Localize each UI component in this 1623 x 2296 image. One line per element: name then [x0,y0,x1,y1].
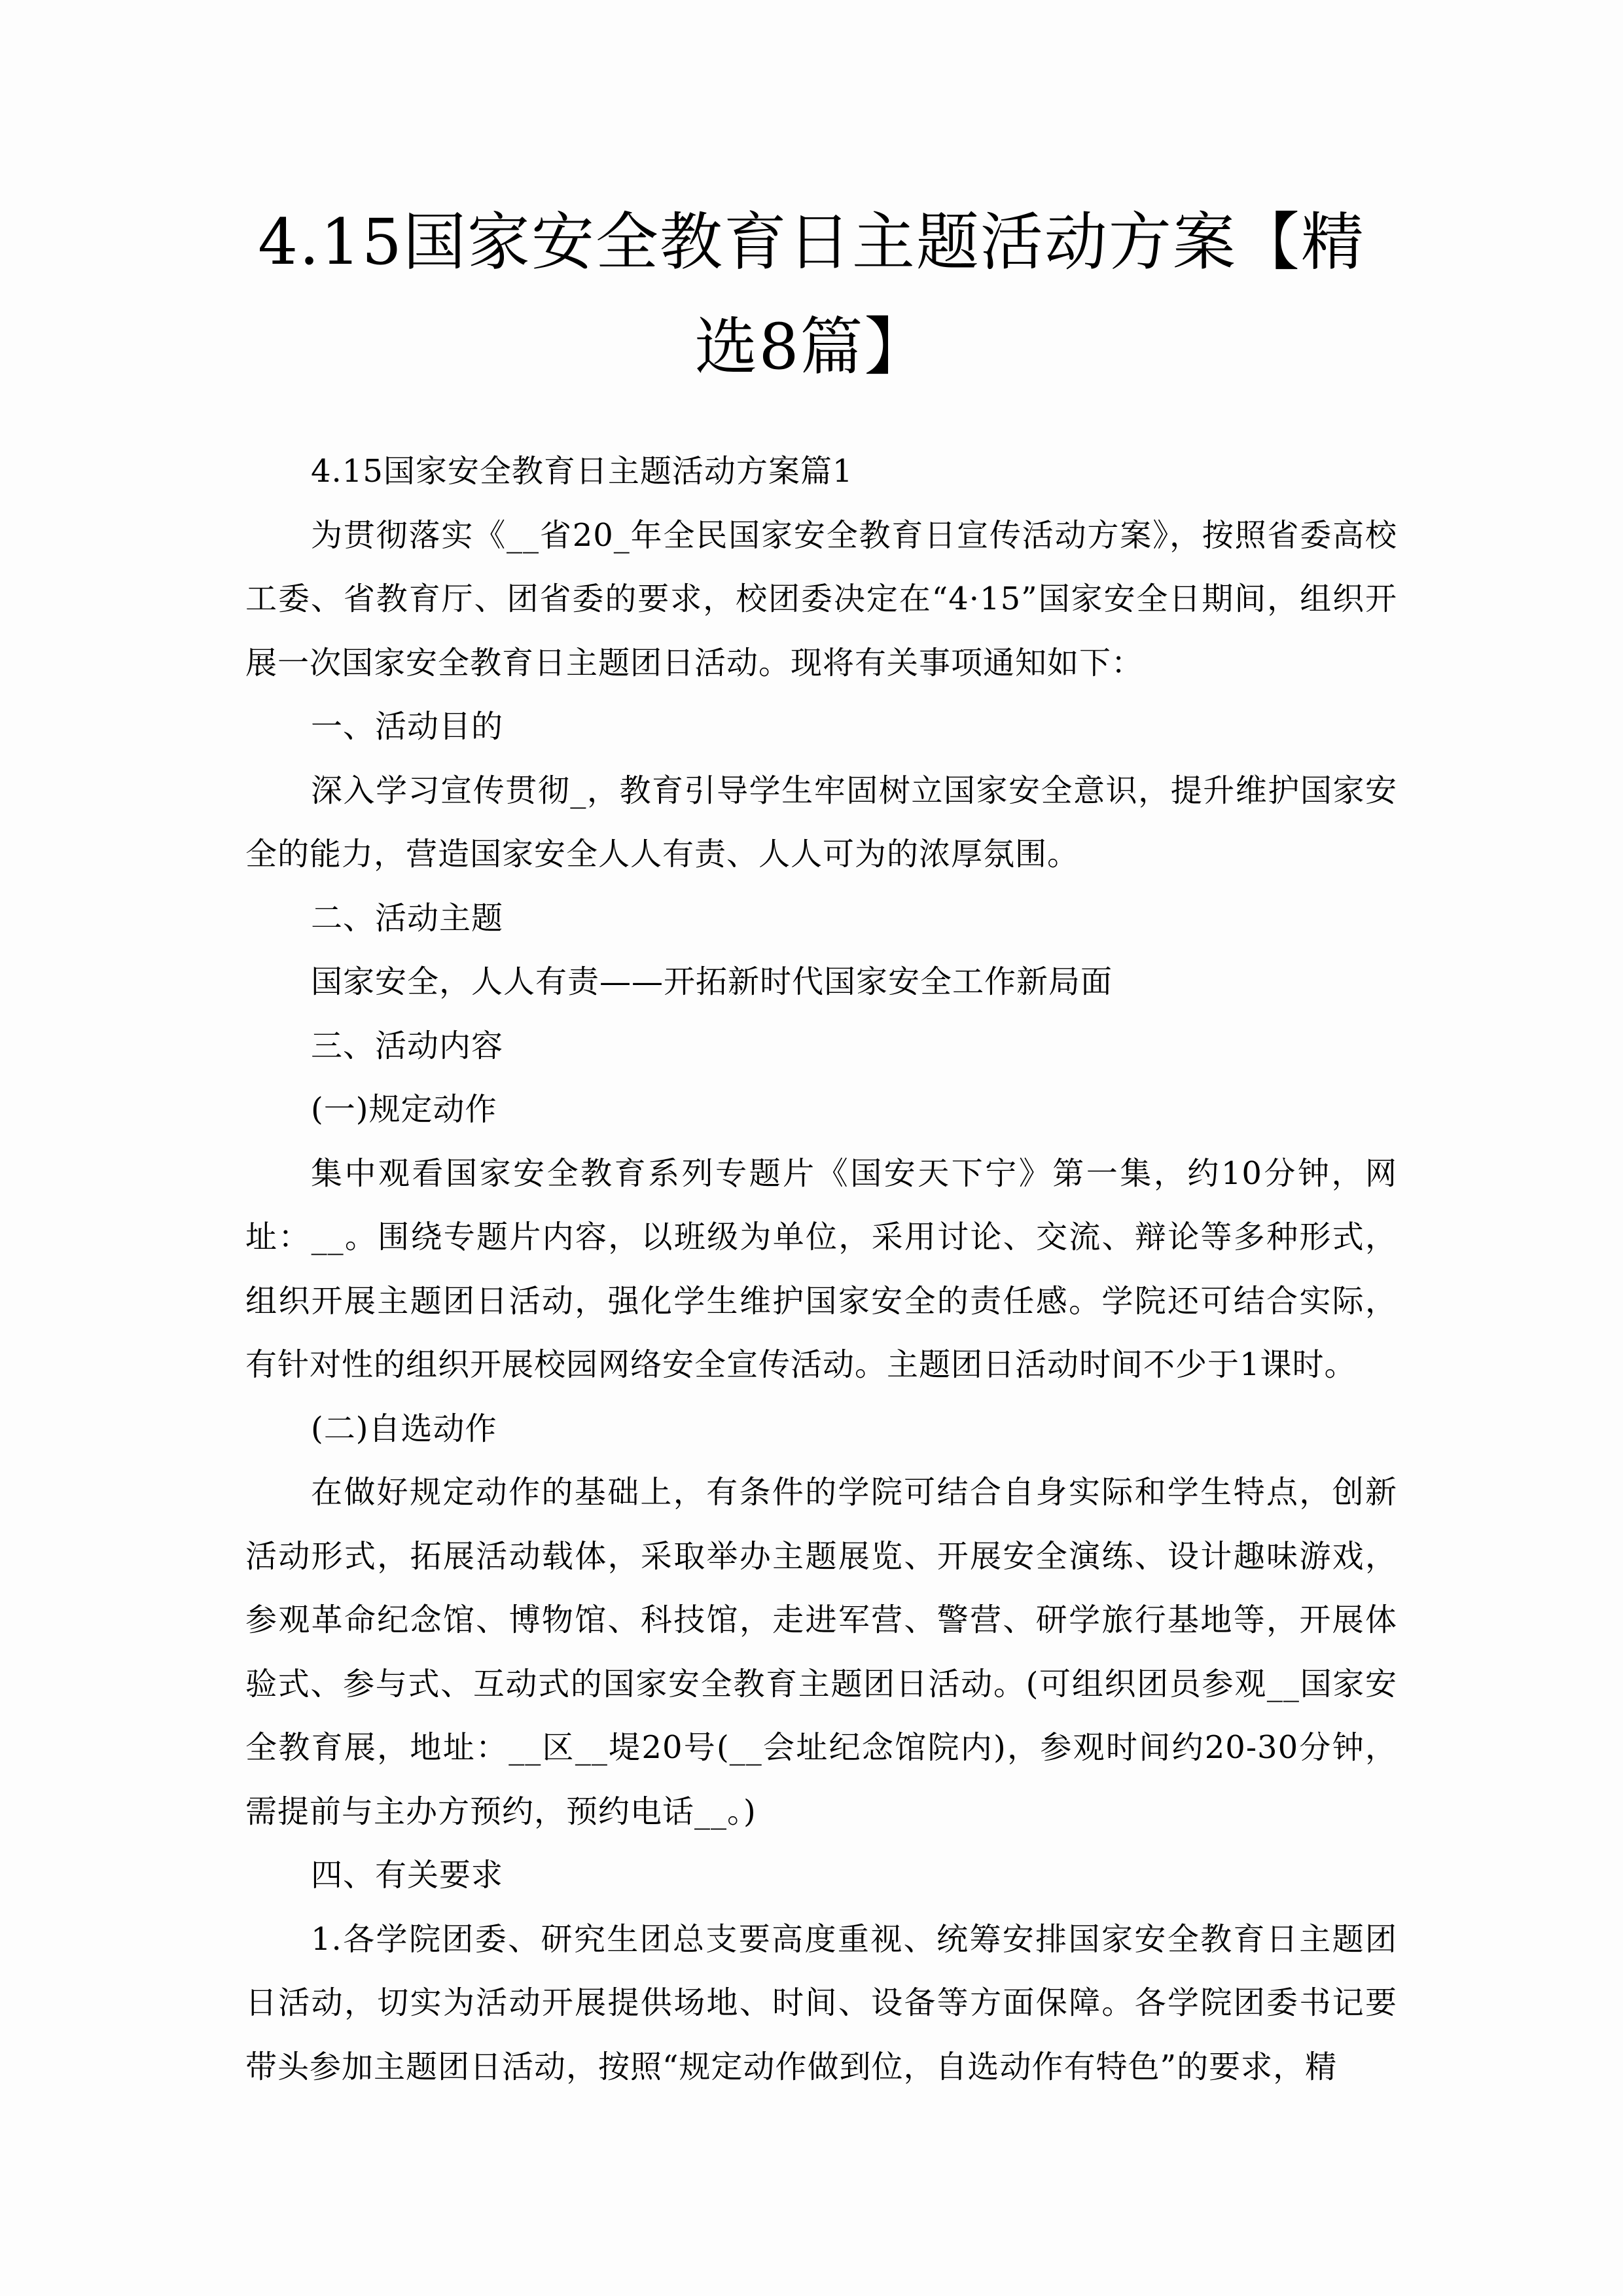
optional-actions-paragraph: 在做好规定动作的基础上，有条件的学院可结合自身实际和学生特点，创新活动形式，拓展活动载体，采取举办主题展览、开展安全演练、设计趣味游戏，参观革命纪念馆、博物馆、科技馆，走进军营、警营、研学旅行基地等，开展体验式、参与式、互动式的国家安全教育主题团日活动。(可组织团员参观__国家安全教育展，地址：__区__堤20号(__会址纪念馆院内)，参观时间约20-30分钟，需提前与主办方预约，预约电话__。) [245,1474,1397,1830]
document-title: 4.15国家安全教育日主题活动方案【精选8篇】 [258,206,1365,384]
intro-paragraph: 为贯彻落实《__省20_年全民国家安全教育日宣传活动方案》，按照省委高校工委、省教育厅、团省委的要求，校团委决定在“4·15”国家安全日期间，组织开展一次国家安全教育日主题团日活动。现将有关事项通知如下： [245,516,1397,681]
purpose-paragraph: 深入学习宣传贯彻_，教育引导学生牢固树立国家安全意识，提升维护国家安全的能力，营造国家安全人人有责、人人可为的浓厚氛围。 [245,772,1397,872]
heading-activity-purpose: 一、活动目的 [311,708,504,745]
required-actions-paragraph: 集中观看国家安全教育系列专题片《国安天下宁》第一集，约10分钟，网址：__。围绕专题片内容，以班级为单位，采用讨论、交流、辩论等多种形式，组织开展主题团日活动，强化学生维护国家安全的责任感。学院还可结合实际，有针对性的组织开展校园网络安全宣传活动。主题团日活动时间不少于1课时。 [245,1155,1397,1383]
heading-requirements: 四、有关要求 [311,1857,504,1893]
document-body [245,440,1397,2099]
theme-paragraph: 国家安全，人人有责——开拓新时代国家安全工作新局面 [311,963,1113,1000]
requirement-item-1: 1.各学院团委、研究生团总支要高度重视、统筹安排国家安全教育日主题团日活动，切实为活动开展提供场地、时间、设备等方面保障。各学院团委书记要带头参加主题团日活动，按照“规定动作做到位，自选动作有特色”的要求，精 [245,1920,1397,2085]
heading-activity-content: 三、活动内容 [311,1027,504,1064]
heading-activity-theme: 二、活动主题 [311,899,504,937]
section-heading: 4.15国家安全教育日主题活动方案篇1 [311,453,853,490]
subheading-optional-actions: (二)自选动作 [311,1410,497,1447]
subheading-required-actions: (一)规定动作 [311,1091,497,1128]
